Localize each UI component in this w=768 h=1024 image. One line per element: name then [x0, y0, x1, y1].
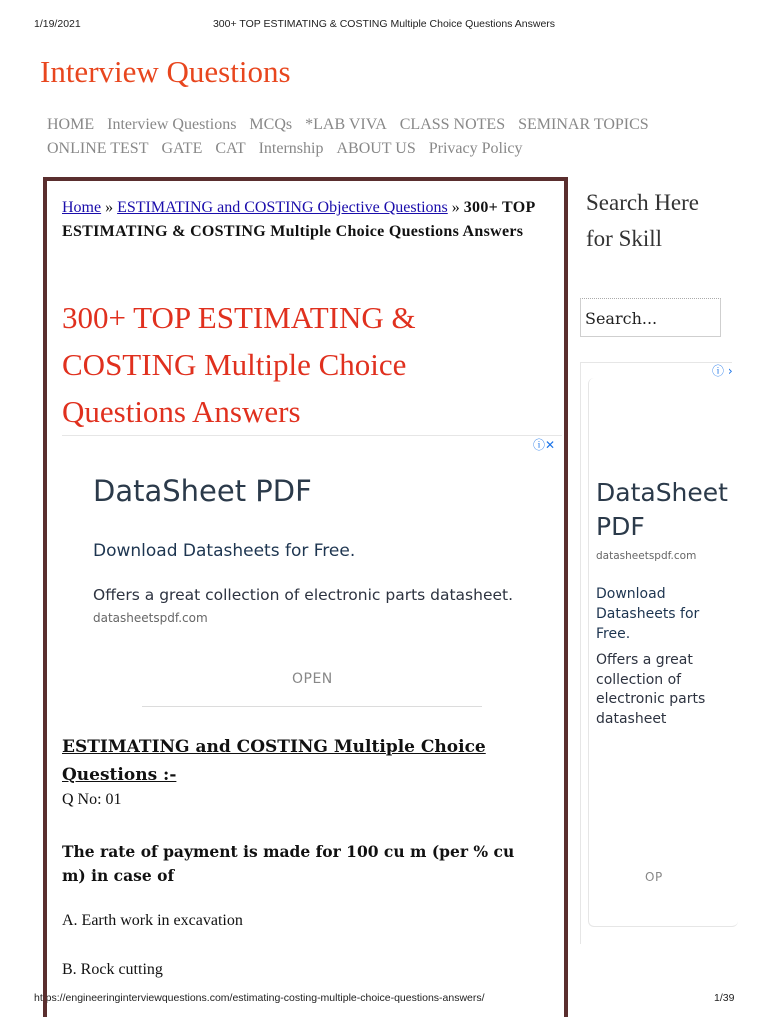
sidebar-search-heading: Search Here for Skill	[586, 190, 700, 251]
breadcrumb-separator: »	[101, 199, 118, 216]
ad-choices-group	[533, 436, 555, 453]
nav-item-privacy-policy[interactable]: Privacy Policy	[428, 140, 523, 157]
site-title[interactable]: Interview Questions	[40, 54, 291, 89]
breadcrumb	[62, 196, 547, 244]
ad-title[interactable]: DataSheet PDF	[93, 474, 312, 508]
print-date: 1/19/2021	[34, 18, 81, 30]
sidebar-ad-title[interactable]: DataSheet PDF	[596, 478, 728, 541]
ad-subtitle[interactable]: Download Datasheets for Free.	[93, 541, 356, 561]
nav-item-internship[interactable]: Internship	[258, 140, 324, 157]
section-heading: ESTIMATING and COSTING Multiple Choice Questions :-	[62, 737, 486, 785]
page-title: 300+ TOP ESTIMATING & COSTING Multiple Choice Questions Answers	[62, 300, 416, 429]
print-page-number: 1/39	[714, 992, 735, 1004]
search-input[interactable]: Search...	[580, 298, 721, 337]
nav-item-online-test[interactable]: ONLINE TEST	[47, 140, 149, 157]
close-icon[interactable]: ✕	[545, 438, 556, 452]
sidebar-ad-url[interactable]: datasheetspdf.com	[596, 550, 697, 562]
nav-item-gate[interactable]: GATE	[161, 140, 203, 157]
nav-item-lab-viva[interactable]: *LAB VIVA	[305, 116, 387, 133]
option-a: A. Earth work in excavation	[62, 912, 243, 929]
nav-item-about-us[interactable]: ABOUT US	[336, 140, 416, 157]
divider	[62, 435, 562, 436]
breadcrumb-separator: »	[447, 199, 464, 216]
option-b: B. Rock cutting	[62, 961, 163, 978]
nav-item-home[interactable]: HOME	[47, 116, 95, 133]
nav-row-1	[47, 116, 747, 134]
nav-item-seminar-topics[interactable]: SEMINAR TOPICS	[518, 116, 649, 133]
nav-item-class-notes[interactable]: CLASS NOTES	[399, 116, 506, 133]
breadcrumb-category-link[interactable]: ESTIMATING and COSTING Objective Questions	[117, 199, 448, 216]
sidebar-ad-info-icon[interactable]: ⓘ ›	[712, 364, 733, 378]
question-number: Q No: 01	[62, 791, 122, 808]
print-url: https://engineeringinterviewquestions.com/estimating-costing-multiple-choice-questions-answers/	[34, 992, 485, 1004]
sidebar-ad-open-button[interactable]: OP	[645, 870, 663, 884]
ad-body: Offers a great collection of electronic parts datasheet.	[93, 586, 514, 604]
ad-url[interactable]: datasheetspdf.com	[93, 611, 208, 625]
breadcrumb-current: 300+ TOP ESTIMATING & COSTING Multiple Choice Questions Answers	[62, 199, 535, 240]
nav-item-interview-questions[interactable]: Interview Questions	[107, 116, 237, 133]
info-icon[interactable]: ⓘ	[533, 438, 546, 452]
print-title: 300+ TOP ESTIMATING & COSTING Multiple Choice Questions Answers	[212, 18, 556, 30]
breadcrumb-home-link[interactable]: Home	[62, 199, 102, 216]
ad-open-button[interactable]: OPEN	[292, 671, 333, 687]
nav-row-2	[47, 140, 747, 158]
sidebar-ad-body: Offers a great collection of electronic parts datasheet	[596, 652, 706, 727]
question-text: The rate of payment is made for 100 cu m (per % cu m) in case of	[62, 842, 515, 885]
nav-item-cat[interactable]: CAT	[215, 140, 246, 157]
sidebar-ad-subtitle[interactable]: Download Datasheets for Free.	[596, 586, 700, 642]
nav-item-mcqs[interactable]: MCQs	[249, 116, 293, 133]
ad-divider	[142, 706, 482, 707]
